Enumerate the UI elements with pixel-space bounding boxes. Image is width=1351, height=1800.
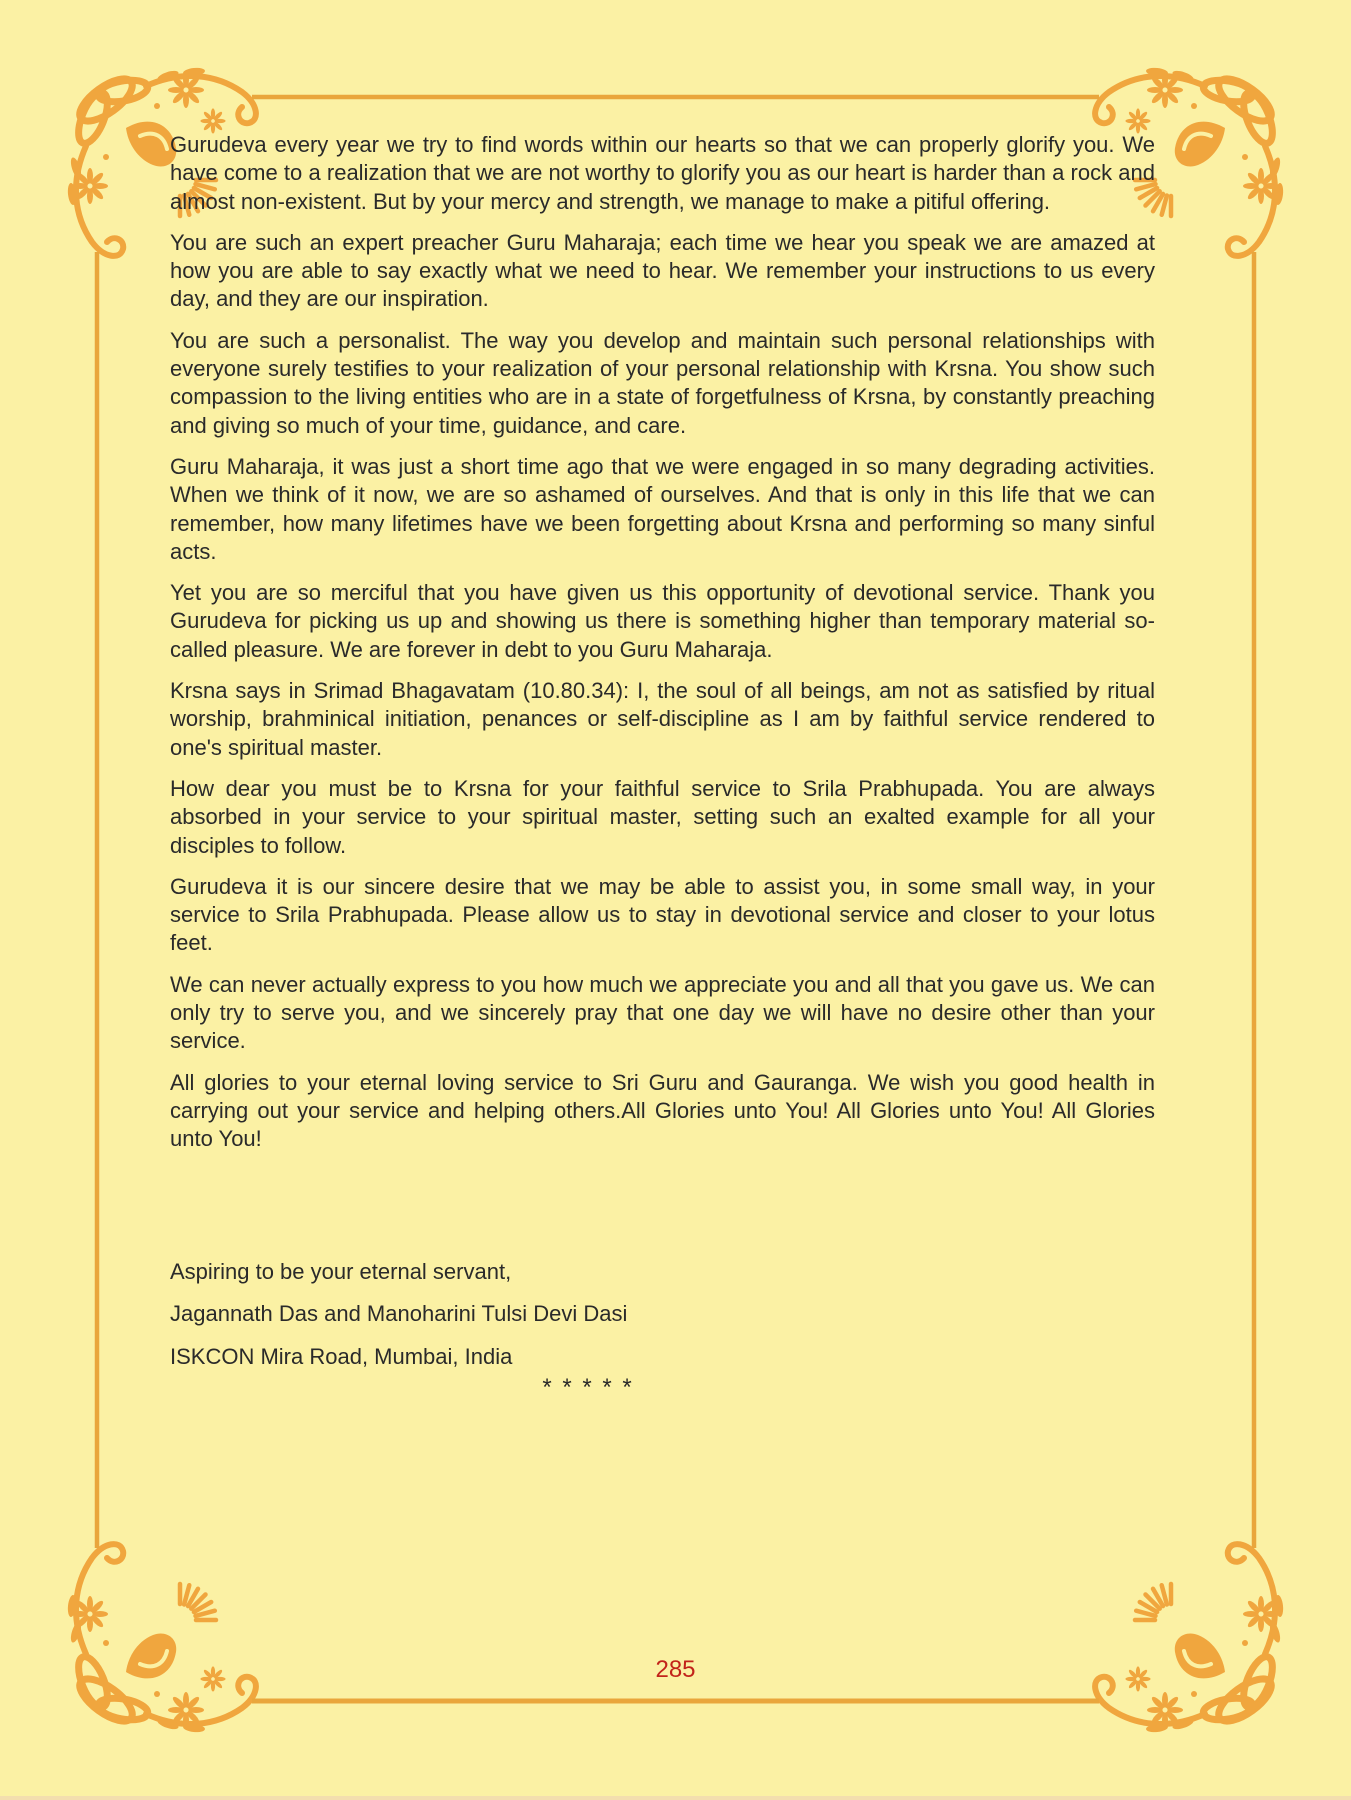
signature-closing: Aspiring to be your eternal servant, [170, 1259, 512, 1284]
corner-ornament-bottom-left [67, 1544, 256, 1733]
page-bottom-edge [0, 1796, 1351, 1800]
page-number: 285 [655, 1656, 696, 1683]
offering-text [170, 131, 1155, 1167]
signature-names: Jagannath Das and Manoharini Tulsi Devi Dasi [170, 1301, 628, 1327]
signature-block [170, 1258, 627, 1385]
offering-paragraph-5: Yet you are so merciful that you have given us this opportunity of devotional service. Thank you Gurudeva for picking us up and showing us there is something higher than temporary material so-called pleasure. We are forever in debt to you Guru Maharaja. [170, 580, 1155, 662]
offering-paragraph-8: Gurudeva it is our sincere desire that we may be able to assist you, in some small way, in your service to Srila Prabhupada. Please allow us to stay in devotional service and closer to your lotus feet. [170, 873, 1155, 956]
offering-paragraph-7: How dear you must be to Krsna for your faithful service to Srila Prabhupada. You are always absorbed in your service to your spiritual master, setting such an exalted example for all your disciples to follow. [170, 775, 1155, 858]
offering-paragraph-2: You are such an expert preacher Guru Maharaja; each time we hear you speak we are amazed at how you are able to say exactly what we need to hear. We remember your instructions to us every day, and they are our inspiration. [170, 229, 1155, 312]
signature-location: ISKCON Mira Road, Mumbai, India [170, 1343, 513, 1369]
offering-paragraph-10: All glories to your eternal loving service to Sri Guru and Gauranga. We wish you good health in carrying out your service and helping others.All Glories unto You! All Glories unto You! All Glories unto You! [170, 1069, 1155, 1152]
section-separator: * * * * * [542, 1374, 634, 1401]
offering-paragraph-1: Gurudeva every year we try to find words within our hearts so that we can properly glorify you. We have come to a realization that we are not worthy to glorify you as our heart is harder than a rock and almost non-existent. But by your mercy and strength, we manage to make a pitiful offering. [170, 132, 1155, 214]
corner-ornament-bottom-right [1095, 1544, 1284, 1733]
offering-paragraph-4: Guru Maharaja, it was just a short time ago that we were engaged in so many degrading activities. When we think of it now, we are so ashamed of ourselves. And that is only in this life that we can remember, how many lifetimes have we been forgetting about Krsna and performing so many sinful acts. [170, 453, 1155, 564]
offering-paragraph-6: Krsna says in Srimad Bhagavatam (10.80.34): I, the soul of all beings, am not as satisfied by ritual worship, brahminical initiation, penances or self-discipline as I am by faithful service rendered to one's spiritual master. [170, 678, 1155, 760]
offering-paragraph-9: We can never actually express to you how much we appreciate you and all that you gave us. We can only try to serve you, and we sincerely pray that one day we will have no desire other than your service. [170, 971, 1155, 1054]
offering-paragraph-3: You are such a personalist. The way you develop and maintain such personal relationships with everyone surely testifies to your realization of your personal relationship with Krsna. You show such compassion to the living entities who are in a state of forgetfulness of Krsna, by constantly preaching and giving so much of your time, guidance, and care. [170, 327, 1155, 438]
